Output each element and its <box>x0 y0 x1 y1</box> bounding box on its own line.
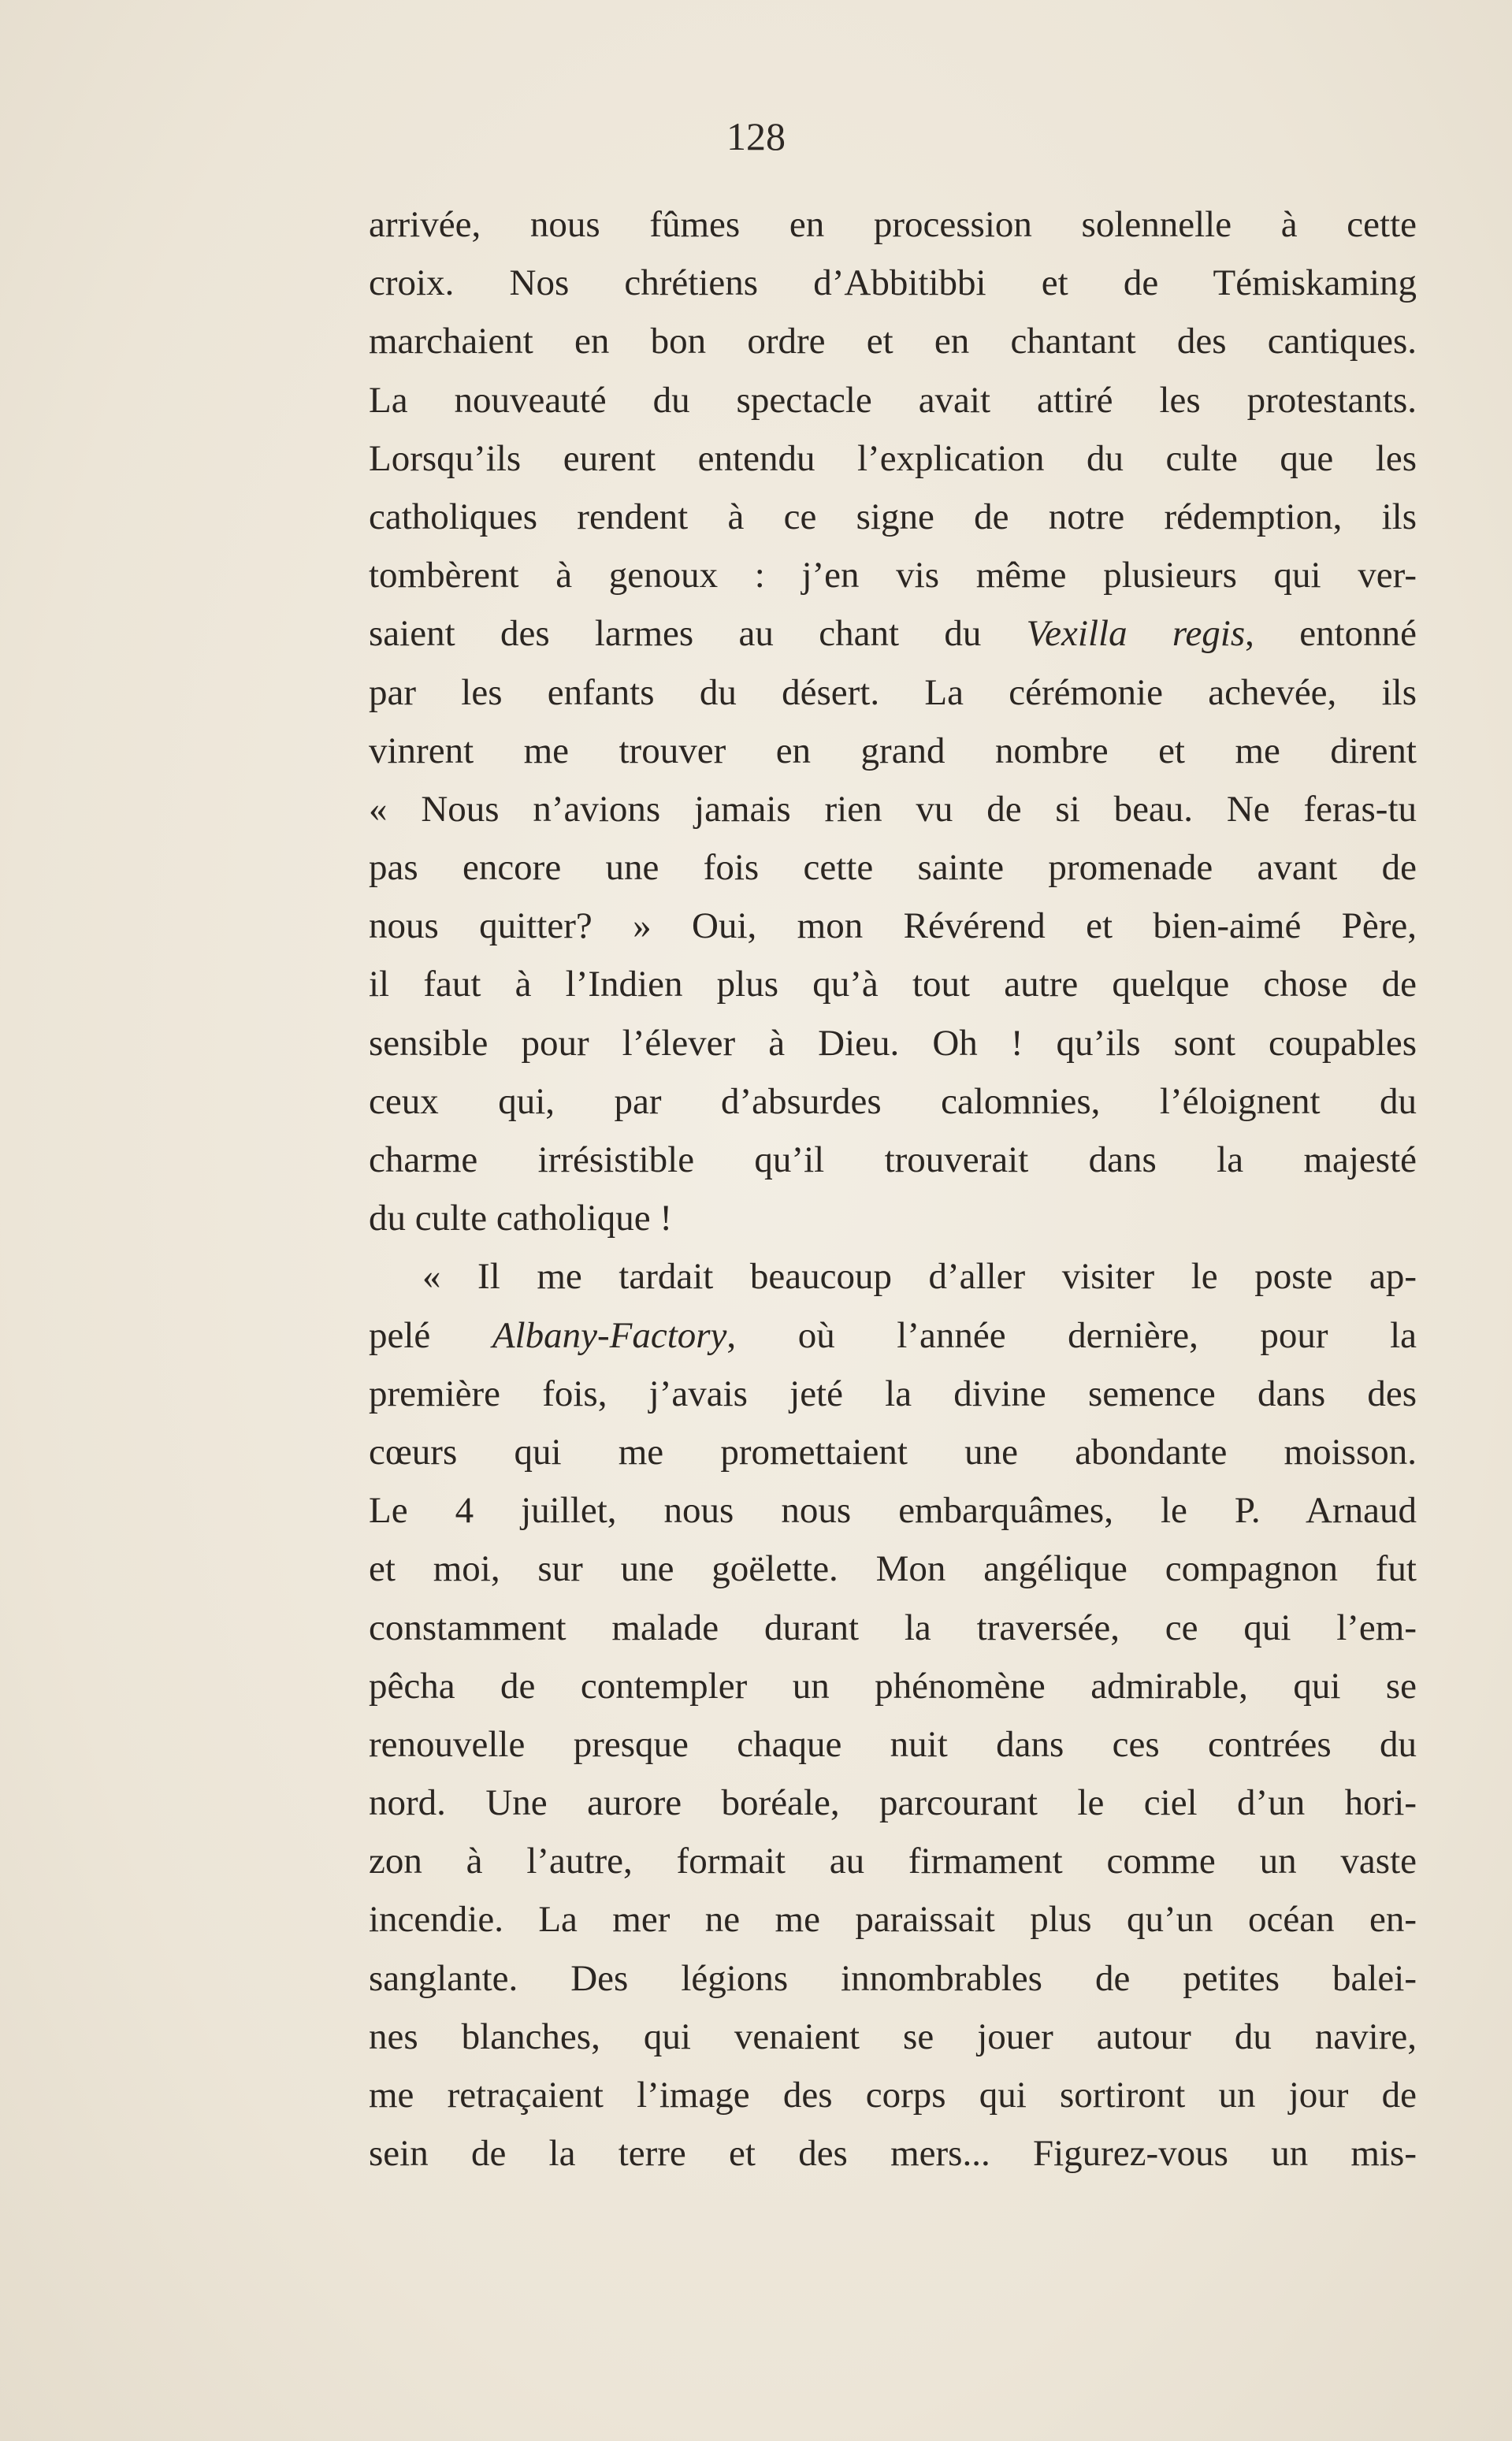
text-line: ceux qui, par d’absurdes calomnies, l’éloignent du <box>369 1080 1417 1122</box>
text-line: marchaient en bon ordre et en chantant des cantiques. <box>369 321 1417 362</box>
text-run: pelé <box>369 1314 492 1356</box>
paragraph-start-line: « Il me tardait beaucoup d’aller visiter le poste ap- <box>422 1256 1417 1298</box>
body-text <box>369 195 1417 2183</box>
text-line: vinrent me trouver en grand nombre et me dirent <box>369 730 1417 771</box>
text-run: , où l’année dernière, pour la <box>726 1314 1417 1356</box>
text-line: sein de la terre et des mers... Figurez-vous un mis- <box>369 2133 1417 2175</box>
text-line: « Nous n’avions jamais rien vu de si beau. Ne feras-tu <box>369 788 1417 830</box>
text-line: il faut à l’Indien plus qu’à tout autre quelque chose de <box>369 964 1417 1005</box>
text-line <box>369 1306 1417 1365</box>
text-line: incendie. La mer ne me paraissait plus qu’un océan en- <box>369 1899 1417 1941</box>
text-line: zon à l’autre, formait au firmament comme un vaste <box>369 1841 1417 1882</box>
text-line: pêcha de contempler un phénomène admirable, qui se <box>369 1665 1417 1707</box>
text-line: constamment malade durant la traversée, ce qui l’em- <box>369 1607 1417 1648</box>
text-line: renouvelle presque chaque nuit dans ces contrées du <box>369 1723 1417 1765</box>
text-line: charme irrésistible qu’il trouverait dans la majesté <box>369 1139 1417 1180</box>
text-line: nous quitter? » Oui, mon Révérend et bien-aimé Père, <box>369 905 1417 947</box>
paragraph-end-line: du culte catholique ! <box>369 1198 672 1239</box>
text-line: cœurs qui me promettaient une abondante moisson. <box>369 1431 1417 1473</box>
italic-title: Vexilla regis <box>1026 613 1246 655</box>
page-number: 128 <box>726 114 786 158</box>
text-line: La nouveauté du spectacle avait attiré les protestants. <box>369 379 1417 421</box>
text-line <box>369 604 1417 663</box>
text-line: nes blanches, qui venaient se jouer autour du navire, <box>369 2016 1417 2057</box>
text-line: tombèrent à genoux : j’en vis même plusieurs qui ver- <box>369 555 1417 596</box>
text-line: sensible pour l’élever à Dieu. Oh ! qu’ils sont coupables <box>369 1022 1417 1064</box>
text-line: sanglante. Des légions innombrables de petites balei- <box>369 1957 1417 1999</box>
text-line: catholiques rendent à ce signe de notre rédemption, ils <box>369 496 1417 537</box>
text-run: , entonné <box>1245 613 1417 655</box>
text-line: Le 4 juillet, nous nous embarquâmes, le P. Arnaud <box>369 1490 1417 1532</box>
text-line: me retraçaient l’image des corps qui sortiront un jour de <box>369 2075 1417 2116</box>
text-line: et moi, sur une goëlette. Mon angélique compagnon fut <box>369 1548 1417 1590</box>
text-line: par les enfants du désert. La cérémonie achevée, ils <box>369 671 1417 713</box>
text-line: pas encore une fois cette sainte promenade avant de <box>369 847 1417 889</box>
italic-place-name: Albany-Factory <box>492 1314 727 1356</box>
text-line: nord. Une aurore boréale, parcourant le ciel d’un hori- <box>369 1782 1417 1824</box>
text-line: première fois, j’avais jeté la divine semence dans des <box>369 1373 1417 1414</box>
text-line: arrivée, nous fûmes en procession solennelle à cette <box>369 204 1417 245</box>
text-run: saient des larmes au chant du <box>369 613 1027 655</box>
text-line: croix. Nos chrétiens d’Abbitibbi et de Témiskaming <box>369 262 1417 304</box>
text-line: Lorsqu’ils eurent entendu l’explication du culte que les <box>369 437 1417 479</box>
